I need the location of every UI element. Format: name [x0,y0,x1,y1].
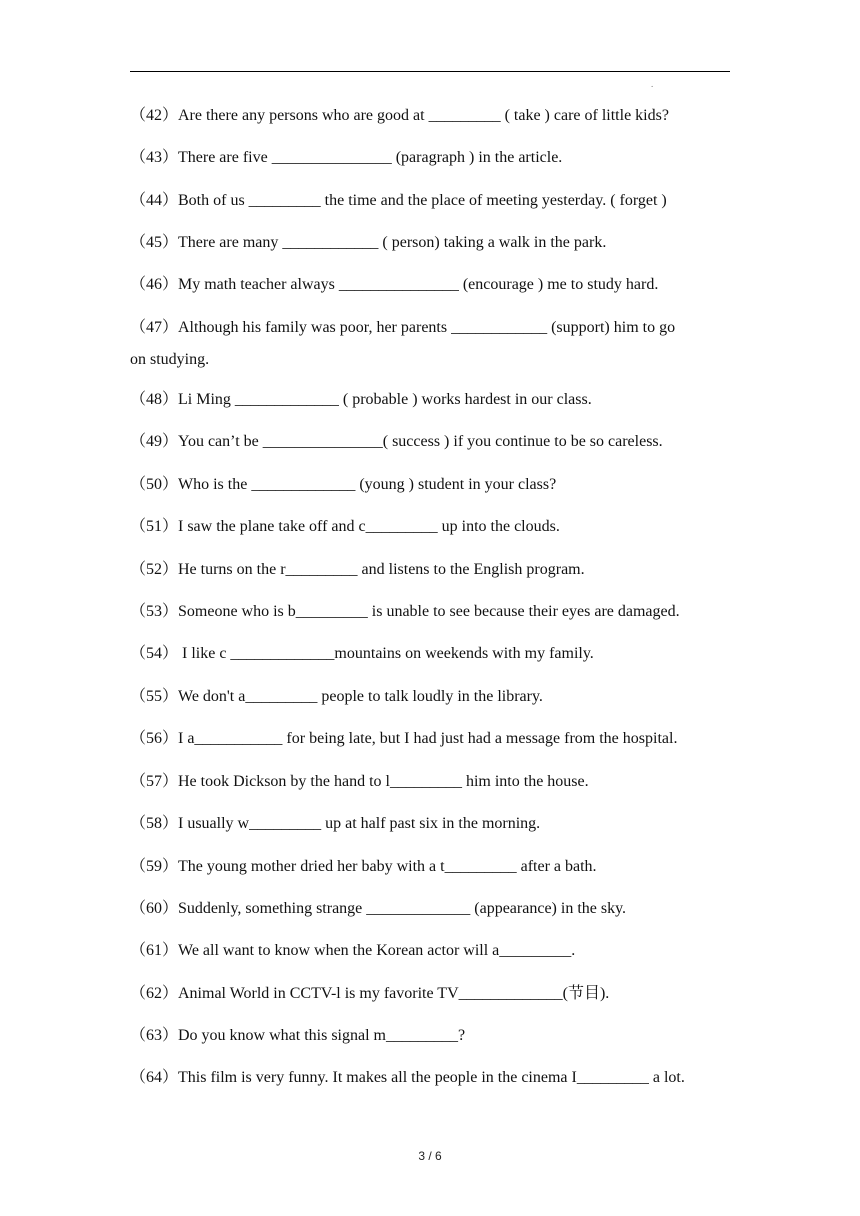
question-64: （64）This film is very funny. It makes all the people in the cinema I_________ a lot. [130,1069,685,1086]
question-48: （48）Li Ming _____________ ( probable ) works hardest in our class. [130,391,592,408]
question-43: （43）There are five _______________ (paragraph ) in the article. [130,149,563,166]
question-63: （63）Do you know what this signal m_________? [130,1027,466,1044]
question-56: （56）I a___________ for being late, but I had just had a message from the hospital. [130,730,678,747]
question-54: （54） I like c _____________mountains on weekends with my family. [130,645,594,662]
question-55: （55）We don't a_________ people to talk loudly in the library. [130,688,543,705]
question-45: （45）There are many ____________ ( person) taking a walk in the park. [130,234,607,251]
header-rule [130,71,730,72]
question-47-continuation: on studying. [130,351,210,368]
question-44: （44）Both of us _________ the time and the place of meeting yesterday. ( forget ) [130,192,667,209]
question-61: （61）We all want to know when the Korean actor will a_________. [130,942,576,959]
question-57: （57）He took Dickson by the hand to l_________ him into the house. [130,773,589,790]
page-number: 3 / 6 [418,1149,442,1163]
question-59: （59）The young mother dried her baby with a t_________ after a bath. [130,858,597,875]
question-50: （50）Who is the _____________ (young ) student in your class? [130,476,557,493]
question-47: （47）Although his family was poor, her parents ____________ (support) him to go on studying. [130,318,740,370]
question-62: （62）Animal World in CCTV-l is my favorite TV_____________(节目). [130,985,610,1002]
question-58: （58）I usually w_________ up at half past six in the morning. [130,815,541,832]
question-49: （49）You can’t be _______________( success ) if you continue to be so careless. [130,433,663,450]
question-60: （60）Suddenly, something strange _____________ (appearance) in the sky. [130,900,627,917]
header-mark: . [651,79,654,89]
question-51: （51）I saw the plane take off and c_________ up into the clouds. [130,518,560,535]
question-52: （52）He turns on the r_________ and listens to the English program. [130,561,585,578]
question-53: （53）Someone who is b_________ is unable to see because their eyes are damaged. [130,603,680,620]
question-46: （46）My math teacher always _______________ (encourage ) me to study hard. [130,276,659,293]
question-42: （42）Are there any persons who are good at _________ ( take ) care of little kids? [130,107,669,124]
